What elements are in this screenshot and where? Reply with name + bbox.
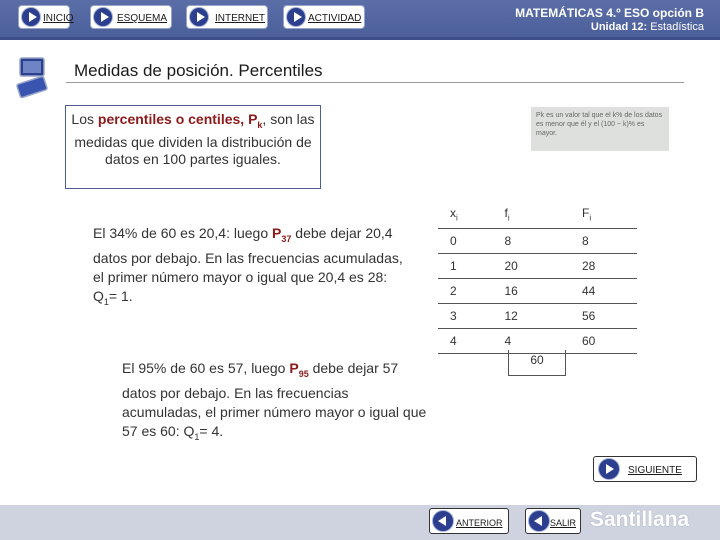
arrow-left-icon — [528, 510, 550, 532]
nav-internet-button[interactable] — [186, 5, 268, 29]
nav-esquema-label: ESQUEMA — [117, 13, 168, 24]
play-icon — [286, 7, 306, 27]
definition-highlight: percentiles o centiles, P — [97, 111, 258, 127]
example1-q-sub: 1 — [103, 296, 109, 307]
siguiente-label: SIGUIENTE — [628, 465, 682, 476]
example1-text-b: debe dejar 20,4 datos por debajo. En las frecuencias acumuladas, el primer número mayor o igual que 20,4 es 28: Q — [93, 225, 403, 304]
example2-text-b: debe dejar 57 datos por debajo. En las frecuencias acumuladas, el primer número mayor o igual que 57 es 60: Q — [122, 360, 427, 439]
header-Fi: $F_i$ — [562, 201, 637, 229]
play-icon — [93, 7, 113, 27]
cell-x: 4 — [438, 329, 482, 354]
unit-label: Unidad 12: — [590, 21, 648, 33]
example-percentile-95 — [122, 359, 427, 447]
table-row — [438, 229, 637, 254]
nav-actividad-label: ACTIVIDAD — [308, 13, 362, 24]
cell-F: 44 — [562, 279, 637, 304]
play-icon — [21, 7, 41, 27]
salir-label: SALIR — [550, 518, 577, 528]
example1-text-c: = 1. — [108, 287, 133, 304]
table-total: 60 — [508, 350, 566, 376]
cell-f: 12 — [482, 304, 562, 329]
example1-text-a: El 34% de 60 es 20,4: luego — [93, 225, 273, 241]
nav-inicio-label: INICIO — [43, 13, 74, 24]
computer-icon — [16, 56, 50, 100]
frequency-table — [438, 201, 637, 354]
cell-f: 4 — [482, 329, 562, 354]
definition-text-start: Los — [71, 111, 98, 127]
arrow-left-icon — [432, 510, 454, 532]
table-header-row — [438, 201, 637, 229]
nav-internet-label: INTERNET — [215, 13, 265, 24]
definition-box — [65, 105, 321, 189]
course-title: MATEMÁTICAS 4.º ESO opción B — [515, 6, 704, 20]
cell-F: 8 — [562, 229, 637, 254]
unit-subtitle — [591, 21, 704, 33]
header-xi: $x_i$ — [438, 201, 482, 229]
table-row — [438, 279, 637, 304]
nav-esquema-button[interactable] — [90, 5, 172, 29]
cell-f: 8 — [482, 229, 562, 254]
example2-text-a: El 95% de 60 es 57, luego — [122, 360, 290, 376]
example2-text-c: = 4. — [199, 422, 224, 439]
cell-x: 1 — [438, 254, 482, 279]
cell-x: 2 — [438, 279, 482, 304]
siguiente-button[interactable] — [593, 456, 697, 482]
example2-percentile-sub: 95 — [298, 368, 309, 379]
example-percentile-37 — [93, 224, 408, 312]
play-icon — [189, 7, 209, 27]
cell-f: 20 — [482, 254, 562, 279]
example1-percentile-sub: 37 — [281, 233, 292, 244]
cell-F: 28 — [562, 254, 637, 279]
cell-x: 0 — [438, 229, 482, 254]
table-row — [438, 254, 637, 279]
example1-percentile: P — [272, 225, 282, 241]
unit-name: Estadística — [650, 21, 704, 33]
anterior-button[interactable] — [429, 508, 509, 534]
santillana-logo: Santillana — [590, 508, 690, 531]
cell-x: 3 — [438, 304, 482, 329]
page-title: Medidas de posición. Percentiles — [74, 61, 323, 80]
arrow-right-icon — [598, 458, 620, 480]
title-divider — [66, 82, 684, 83]
example2-q-sub: 1 — [194, 431, 200, 442]
anterior-label: ANTERIOR — [456, 518, 503, 528]
side-note: Pk es un valor tal que el k% de los datos es menor que él y el (100 − k)% es mayor. — [531, 107, 669, 151]
definition-text-end: , son las medidas que dividen la distribución de datos en 100 partes iguales. — [74, 111, 315, 167]
header-fi: $f_i$ — [482, 201, 562, 229]
nav-actividad-button[interactable] — [283, 5, 365, 29]
cell-f: 16 — [482, 279, 562, 304]
example2-percentile: P — [289, 360, 299, 376]
table-row — [438, 304, 637, 329]
salir-button[interactable] — [525, 508, 581, 534]
definition-sub: k — [257, 119, 263, 130]
cell-F: 60 — [562, 329, 637, 354]
nav-inicio-button[interactable] — [18, 5, 74, 29]
cell-F: 56 — [562, 304, 637, 329]
